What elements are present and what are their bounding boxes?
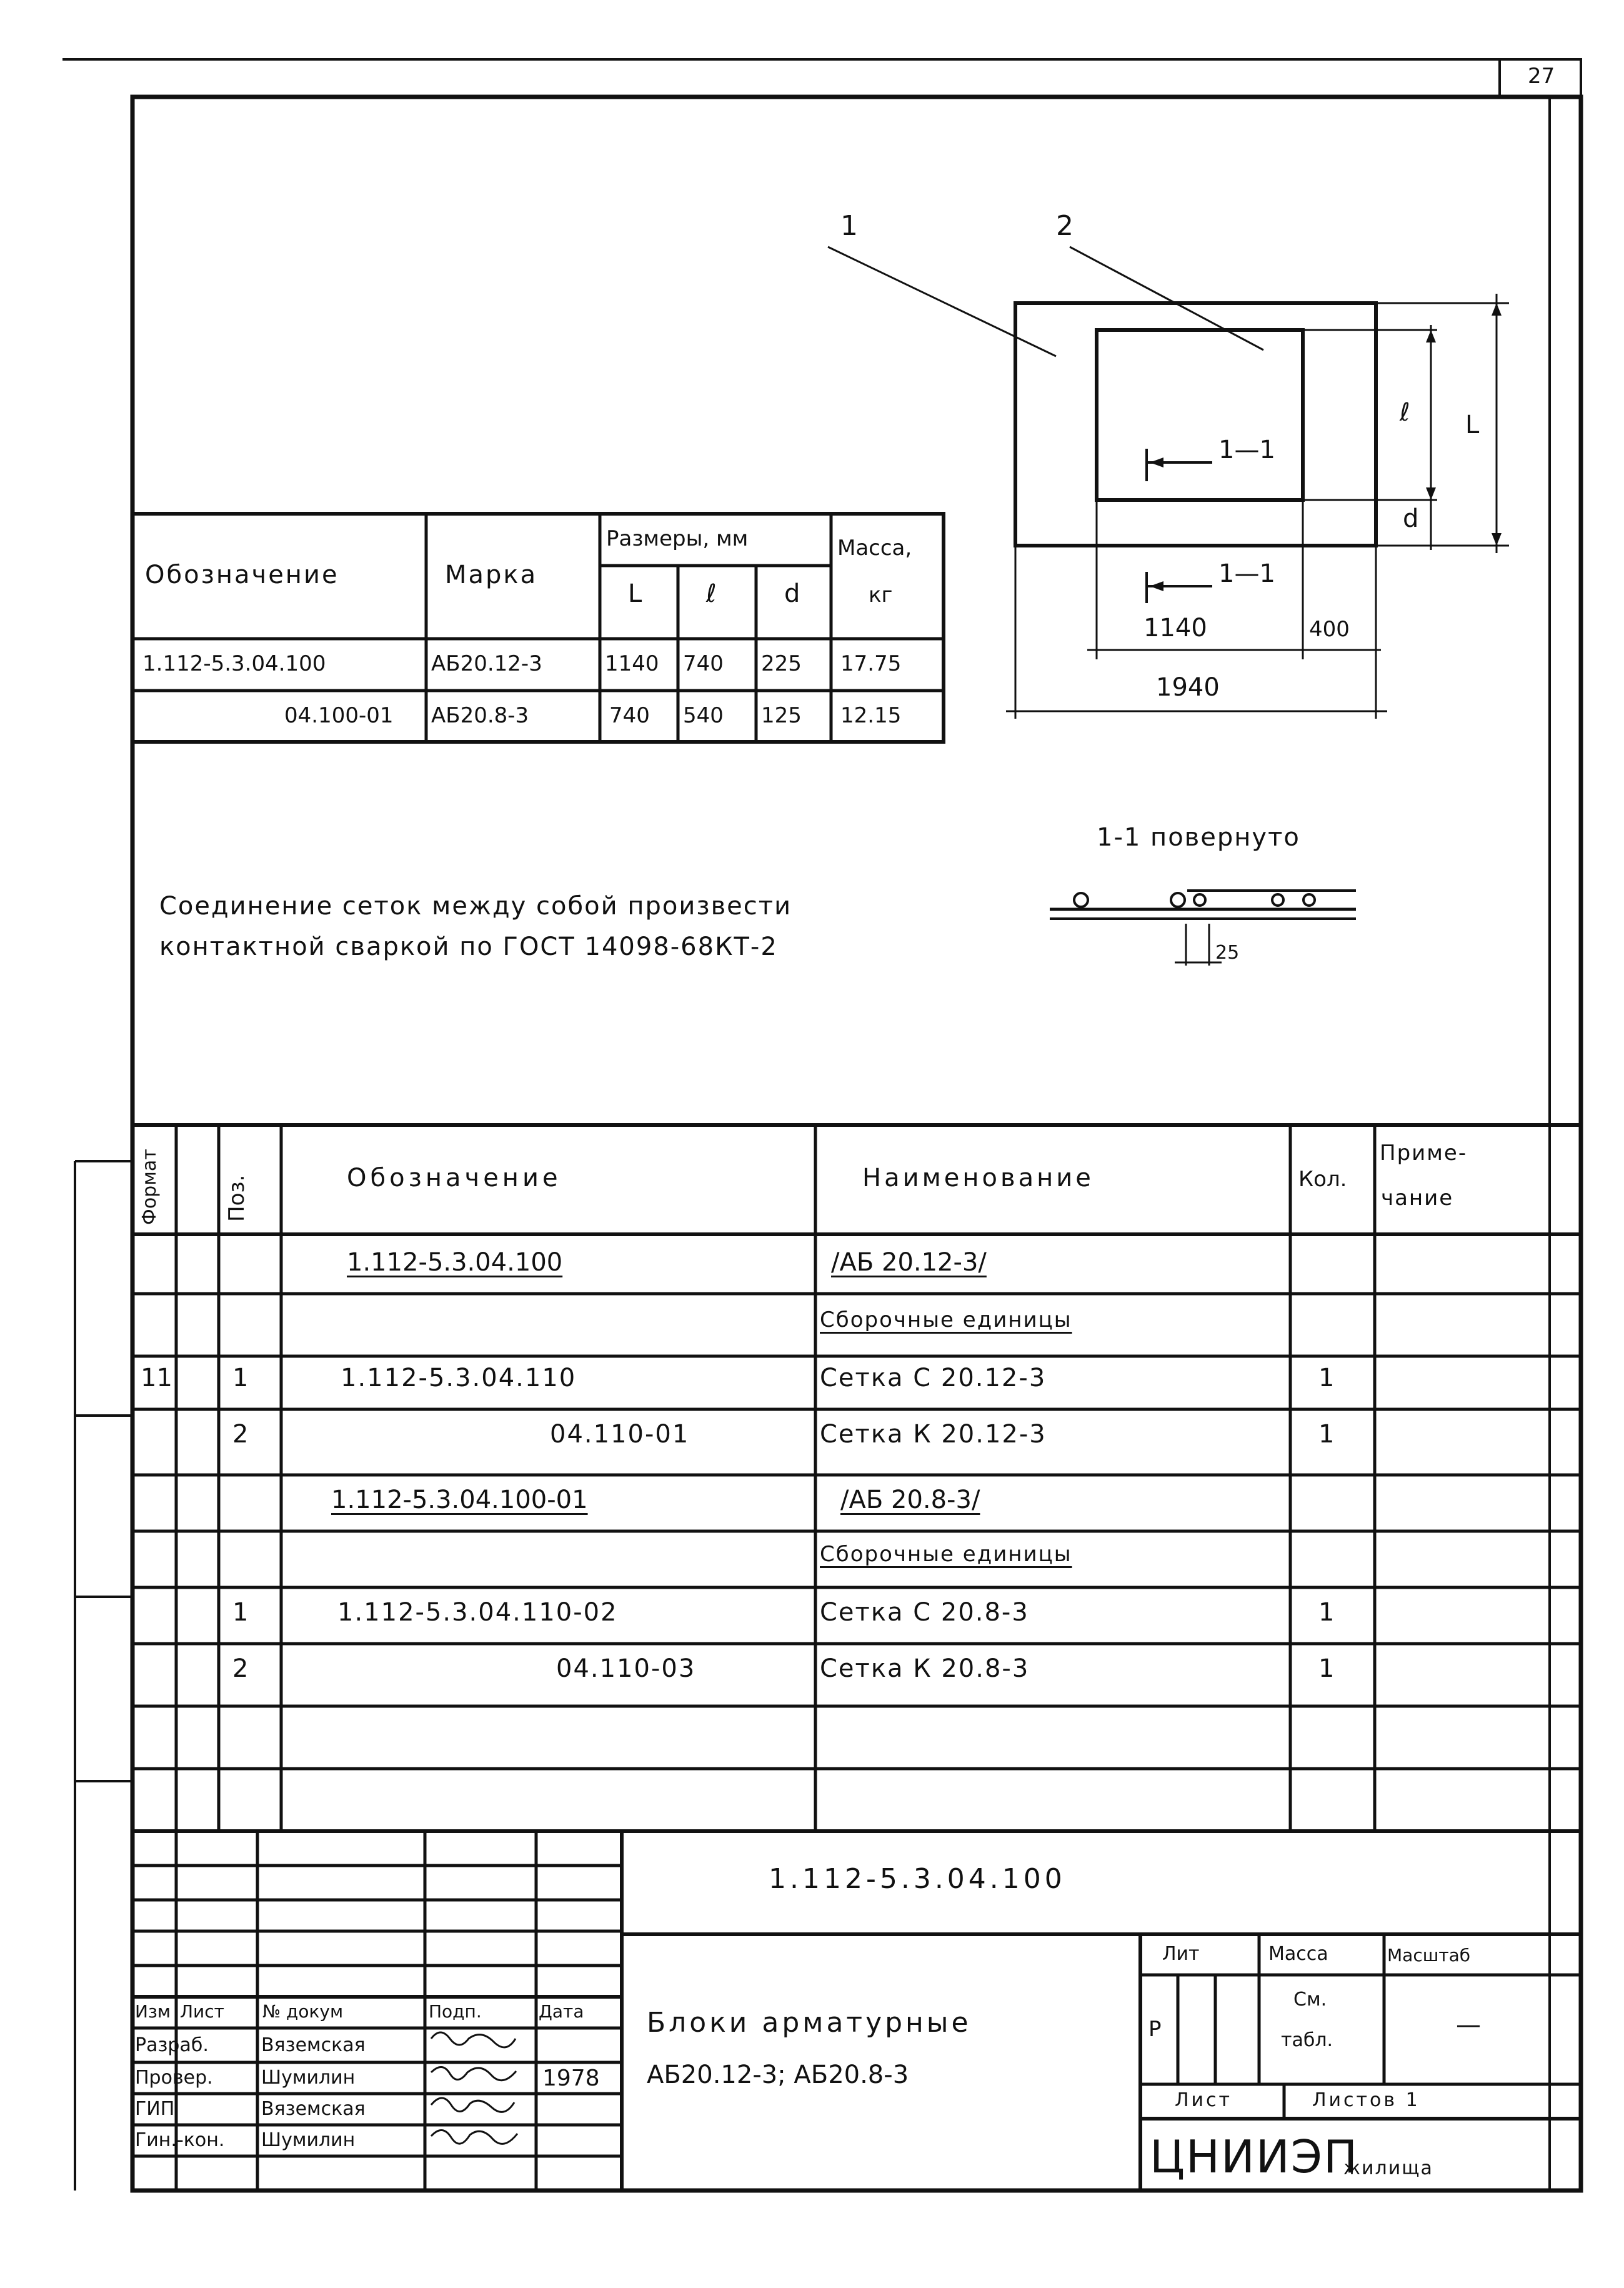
role-4: Гин.-кон. — [135, 2129, 225, 2151]
lit-label: Лит — [1162, 1943, 1200, 1965]
spec-row7-name: Сборочные единицы — [820, 1542, 1072, 1567]
callout-1: 1 — [840, 210, 858, 242]
params-header-l: ℓ — [706, 579, 717, 608]
spec-row4-pos: 2 — [232, 1420, 249, 1449]
params-row2-l: 540 — [683, 703, 724, 728]
name-2: Шумилин — [261, 2067, 356, 2089]
params-row2-L: 740 — [609, 703, 650, 728]
params-header-L: L — [628, 579, 642, 608]
params-row2-mark: АБ20.8-3 — [431, 703, 529, 728]
spec-row2-name: Сборочные единицы — [820, 1307, 1072, 1332]
dim-400: 400 — [1309, 617, 1350, 642]
callout-2: 2 — [1056, 210, 1074, 242]
title-line-2: АБ20.12-3; АБ20.8-3 — [647, 2061, 909, 2089]
page-number: 27 — [1528, 64, 1555, 89]
dim-d: d — [1403, 504, 1419, 533]
note-line-1: Соединение сеток между собой произвести — [159, 892, 792, 921]
params-row1-mark: АБ20.12-3 — [431, 651, 542, 676]
name-3: Вяземская — [261, 2098, 366, 2120]
dim-L: L — [1465, 411, 1480, 439]
spec-row3-qty: 1 — [1318, 1364, 1335, 1392]
sheet-label: Лист — [1175, 2089, 1233, 2111]
title-line-1: Блоки арматурные — [647, 2007, 972, 2039]
params-row1-l: 740 — [683, 651, 724, 676]
params-header-mass: Масса, — [837, 536, 912, 561]
org-suffix: жилища — [1343, 2157, 1433, 2179]
params-header-designation: Обозначение — [145, 561, 339, 589]
spec-row6-designation: 1.112-5.3.04.100-01 — [331, 1486, 588, 1514]
dim-l-small: ℓ — [1400, 398, 1410, 427]
params-header-d: d — [784, 579, 800, 608]
spec-row1-designation: 1.112-5.3.04.100 — [347, 1248, 563, 1277]
mass-value-2: табл. — [1281, 2029, 1333, 2051]
spec-row4-name: Сетка К 20.12-3 — [820, 1420, 1047, 1449]
params-header-sizes: Размеры, мм — [606, 526, 749, 551]
section-mark-bottom: 1—1 — [1218, 559, 1275, 588]
spec-row4-qty: 1 — [1318, 1420, 1335, 1449]
params-row2-d: 125 — [761, 703, 802, 728]
mass-label: Масса — [1268, 1943, 1328, 1965]
role-1: Разраб. — [135, 2034, 209, 2056]
lit-value: Р — [1148, 2017, 1162, 2042]
note-line-2: контактной сваркой по ГОСТ 14098-68КТ-2 — [159, 932, 778, 961]
doc-code: 1.112-5.3.04.100 — [769, 1863, 1066, 1895]
section-mark-top: 1—1 — [1218, 436, 1275, 464]
spec-header-qty: Кол. — [1298, 1167, 1347, 1192]
spec-row8-pos: 1 — [232, 1598, 249, 1627]
spec-header-name: Наименование — [862, 1164, 1094, 1192]
signatures — [431, 2032, 517, 2144]
name-1: Вяземская — [261, 2034, 366, 2056]
params-row1-L: 1140 — [605, 651, 659, 676]
params-row1-designation: 1.112-5.3.04.100 — [142, 651, 326, 676]
dim-1940: 1940 — [1156, 673, 1220, 702]
sheets-label: Листов 1 — [1312, 2089, 1420, 2111]
head-doc: № докум — [262, 2001, 344, 2022]
spec-row9-qty: 1 — [1318, 1654, 1335, 1683]
spec-row8-name: Сетка С 20.8-3 — [820, 1598, 1029, 1627]
spec-row3-pos: 1 — [232, 1364, 249, 1392]
mass-value-1: См. — [1293, 1989, 1327, 2011]
role-2: Провер. — [135, 2067, 213, 2089]
spec-row3-format: 11 — [141, 1364, 172, 1392]
spec-header-note-2: чание — [1381, 1186, 1454, 1211]
params-row2-mass: 12.15 — [840, 703, 902, 728]
date-2: 1978 — [542, 2066, 600, 2091]
name-4: Шумилин — [261, 2129, 356, 2151]
org-name: ЦНИИЭП — [1150, 2131, 1359, 2183]
spec-header-format: Формат — [139, 1149, 161, 1225]
spec-row1-name: /АБ 20.12-3/ — [831, 1248, 987, 1277]
spec-row3-designation: 1.112-5.3.04.110 — [341, 1364, 577, 1392]
spec-row6-name: /АБ 20.8-3/ — [840, 1486, 980, 1514]
head-sign: Подп. — [429, 2001, 482, 2022]
spec-row4-designation: 04.110-01 — [550, 1420, 690, 1449]
head-izm: Изм — [135, 2001, 171, 2022]
section-dim-25: 25 — [1215, 942, 1240, 964]
params-row2-designation: 04.100-01 — [284, 703, 394, 728]
scale-value: — — [1456, 2011, 1481, 2039]
head-list: Лист — [180, 2001, 224, 2022]
spec-row3-name: Сетка С 20.12-3 — [820, 1364, 1047, 1392]
spec-row9-designation: 04.110-03 — [556, 1654, 696, 1683]
role-3: ГИП — [135, 2098, 175, 2120]
scale-label: Масштаб — [1387, 1945, 1471, 1966]
spec-header-note-1: Приме- — [1380, 1141, 1468, 1166]
dim-1140: 1140 — [1143, 614, 1207, 642]
params-header-mark: Марка — [445, 561, 538, 589]
spec-row8-qty: 1 — [1318, 1598, 1335, 1627]
spec-row9-name: Сетка К 20.8-3 — [820, 1654, 1030, 1683]
params-header-mass-unit: кг — [869, 582, 893, 607]
spec-header-pos: Поз. — [224, 1174, 249, 1222]
section-title: 1-1 повернуто — [1097, 823, 1300, 852]
params-row1-d: 225 — [761, 651, 802, 676]
spec-header-designation: Обозначение — [347, 1164, 562, 1192]
params-row1-mass: 17.75 — [840, 651, 902, 676]
head-date: Дата — [539, 2001, 584, 2022]
spec-row9-pos: 2 — [232, 1654, 249, 1683]
spec-row8-designation: 1.112-5.3.04.110-02 — [337, 1598, 618, 1627]
